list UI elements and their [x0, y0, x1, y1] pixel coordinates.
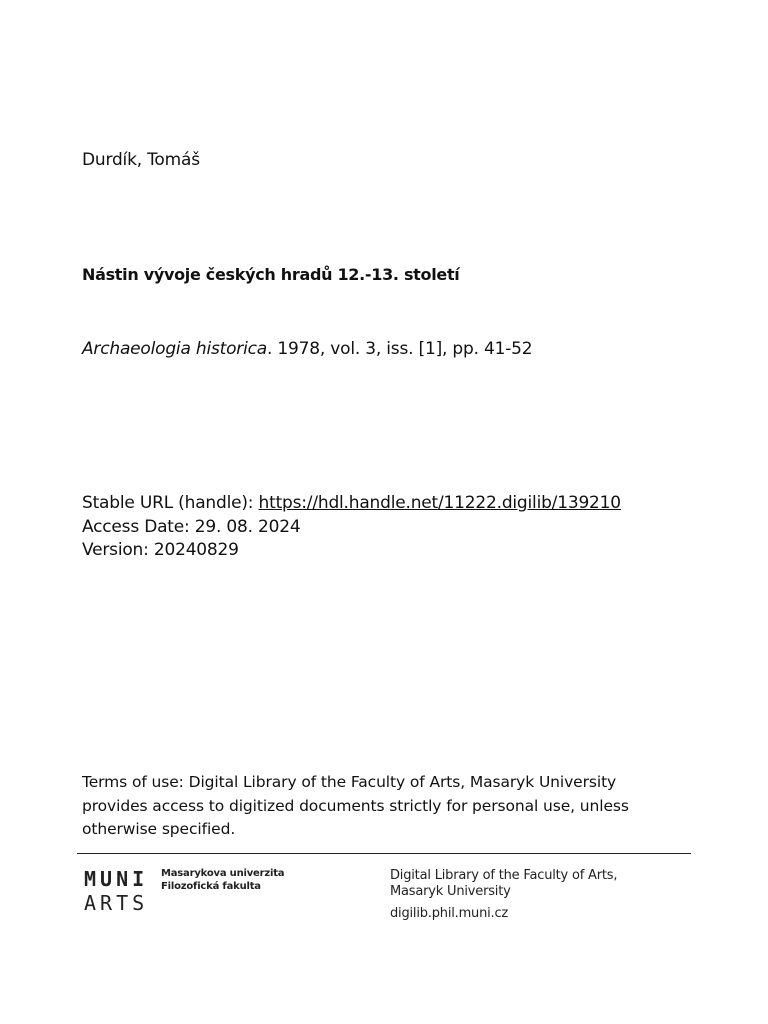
document-title: Nástin vývoje českých hradů 12.-13. století [82, 265, 460, 284]
access-date: Access Date: 29. 08. 2024 [82, 516, 301, 537]
stable-url-line [82, 492, 621, 516]
university-name: Masarykova univerzita [161, 868, 285, 879]
arts-logo-icon: ARTS [84, 891, 149, 915]
version: Version: 20240829 [82, 540, 239, 560]
library-name-line1: Digital Library of the Faculty of Arts, [390, 868, 618, 883]
stable-url-link[interactable]: https://hdl.handle.net/11222.digilib/139210 [258, 493, 621, 513]
document-meta [82, 492, 621, 563]
journal-name: Archaeologia historica [82, 339, 267, 359]
library-name-line2: Masaryk University [390, 884, 511, 899]
library-info [390, 868, 617, 922]
citation-details: . 1978, vol. 3, iss. [1], pp. 41-52 [266, 339, 533, 359]
faculty-name: Filozofická fakulta [161, 880, 261, 892]
muni-logo-icon: MUNI [84, 867, 149, 891]
footer-divider [77, 853, 691, 854]
terms-of-use: Terms of use: Digital Library of the Faculty of Arts, Masaryk University provides access to digitized documents strictly for personal use, unless otherwise specified. [82, 773, 629, 838]
citation [82, 339, 532, 359]
stable-url-label: Stable URL (handle): [82, 493, 259, 513]
author-name: Durdík, Tomáš [82, 150, 200, 170]
logo-text [161, 868, 284, 893]
library-url[interactable]: digilib.phil.muni.cz [390, 906, 509, 921]
